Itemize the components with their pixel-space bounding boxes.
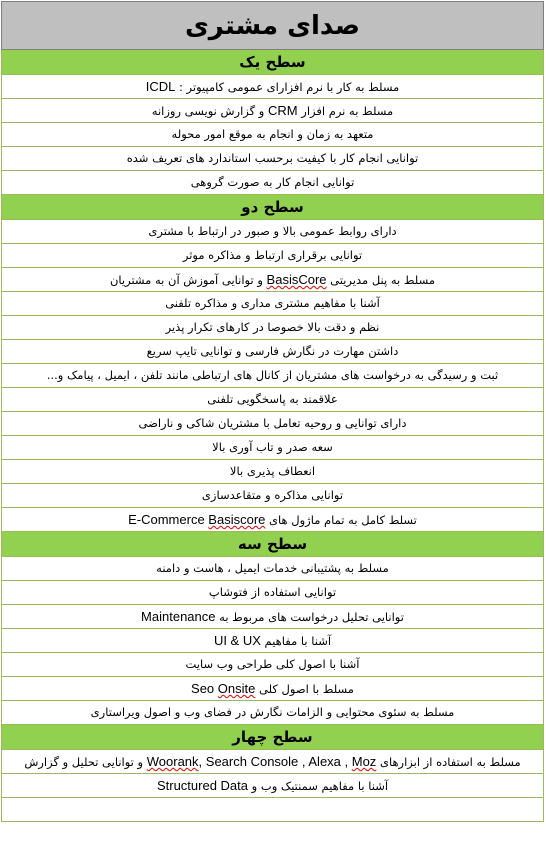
- skill-cell: آشنا با اصول کلی طراحی وب سایت: [2, 653, 544, 677]
- latin-term: Woorank, Search Console , Alexa , Moz: [146, 753, 377, 769]
- skill-cell: سعه صدر و تاب آوری بالا: [2, 436, 544, 460]
- skill-row: [2, 750, 544, 774]
- level-header: سطح دو: [2, 195, 544, 220]
- skill-row: [2, 774, 544, 798]
- skill-row: [2, 557, 544, 581]
- skill-cell: مسلط به کار با نرم افزارای عمومی کامپیوتر : ICDL: [2, 75, 544, 99]
- level-header: سطح چهار: [2, 725, 544, 750]
- skill-row: [2, 292, 544, 316]
- latin-term: E-Commerce Basiscore: [128, 511, 266, 527]
- skill-cell: داشتن مهارت در نگارش فارسی و توانایی تایپ سریع: [2, 340, 544, 364]
- skill-cell: توانایی مذاکره و متقاعدسازی: [2, 484, 544, 508]
- skill-row: [2, 653, 544, 677]
- spellcheck-underline: Basiscore: [208, 511, 266, 527]
- skill-row: [2, 268, 544, 292]
- skill-row: [2, 412, 544, 436]
- skill-cell: توانایی برقراری ارتباط و مذاکره موثر: [2, 244, 544, 268]
- skill-cell: دارای توانایی و روحیه تعامل با مشتریان شاکی و ناراضی: [2, 412, 544, 436]
- skill-cell: توانایی تحلیل درخواست های مربوط به Maintenance: [2, 605, 544, 629]
- skill-row: [2, 171, 544, 195]
- skill-cell: مسلط به استفاده از ابزارهای Woorank, Search Console , Alexa , Moz و توانایی تحلیل و گزارش: [2, 750, 544, 774]
- skill-row: [2, 99, 544, 123]
- skill-cell: متعهد به زمان و انجام به موقع امور محوله: [2, 123, 544, 147]
- spellcheck-underline: Woorank: [146, 753, 199, 769]
- skill-cell: مسلط به سئوی محتوایی و الزامات نگارش در فضای وب و اصول ویراستاری: [2, 701, 544, 725]
- empty-row: [2, 798, 544, 822]
- skill-cell: نظم و دقت بالا خصوصا در کارهای تکرار پذیر: [2, 316, 544, 340]
- latin-term: ICDL: [145, 78, 176, 94]
- skill-row: [2, 340, 544, 364]
- latin-term: UI & UX: [213, 632, 261, 648]
- skill-row: [2, 508, 544, 532]
- skill-row: [2, 147, 544, 171]
- empty-cell: [2, 798, 544, 822]
- spellcheck-underline: BasisCore: [266, 271, 327, 287]
- spellcheck-underline: Moz: [351, 753, 377, 769]
- level-header-row: [2, 195, 544, 220]
- skill-cell: تسلط کامل به تمام ماژول های E-Commerce Basiscore: [2, 508, 544, 532]
- latin-term: Seo Onsite: [191, 680, 256, 696]
- latin-term: Maintenance: [141, 608, 216, 624]
- level-header: سطح یک: [2, 50, 544, 75]
- skill-cell: مسلط با اصول کلی Seo Onsite: [2, 677, 544, 701]
- skill-row: [2, 460, 544, 484]
- skill-cell: توانایی انجام کار به صورت گروهی: [2, 171, 544, 195]
- level-header-row: [2, 725, 544, 750]
- skill-cell: دارای روابط عمومی بالا و صبور در ارتباط با مشتری: [2, 220, 544, 244]
- level-header-row: [2, 50, 544, 75]
- skill-row: [2, 581, 544, 605]
- skill-row: [2, 436, 544, 460]
- skill-row: [2, 244, 544, 268]
- skill-cell: آشنا با مفاهیم UI & UX: [2, 629, 544, 653]
- latin-term: Structured Data: [156, 777, 248, 793]
- skill-cell: آشنا با مفاهیم مشتری مداری و مذاکره تلفنی: [2, 292, 544, 316]
- page-title: صدای مشتری: [2, 2, 544, 50]
- skill-row: [2, 220, 544, 244]
- spellcheck-underline: Onsite: [217, 680, 256, 696]
- skill-row: [2, 123, 544, 147]
- level-header: سطح سه: [2, 532, 544, 557]
- skill-cell: توانایی استفاده از فتوشاپ: [2, 581, 544, 605]
- skill-cell: توانایی انجام کار با کیفیت برحسب استاندارد های تعریف شده: [2, 147, 544, 171]
- skill-cell: ثبت و رسیدگی به درخواست های مشتریان از کانال های ارتباطی مانند تلفن ، ایمیل ، پیامک و...: [2, 364, 544, 388]
- latin-term: CRM: [268, 102, 298, 118]
- skill-row: [2, 484, 544, 508]
- skill-cell: انعطاف پذیری بالا: [2, 460, 544, 484]
- level-header-row: [2, 532, 544, 557]
- skill-cell: مسلط به پشتیبانی خدمات ایمیل ، هاست و دامنه: [2, 557, 544, 581]
- skill-row: [2, 75, 544, 99]
- title-row: [2, 2, 544, 50]
- skill-row: [2, 364, 544, 388]
- skill-row: [2, 605, 544, 629]
- skill-cell: مسلط به نرم افزار CRM و گزارش نویسی روزانه: [2, 99, 544, 123]
- skill-row: [2, 388, 544, 412]
- voice-of-customer-table: [1, 1, 544, 822]
- latin-term: [267, 272, 327, 287]
- skill-cell: مسلط به پنل مدیریتی BasisCore و توانایی آموزش آن به مشتریان: [2, 268, 544, 292]
- skill-row: [2, 677, 544, 701]
- skill-row: [2, 316, 544, 340]
- skill-cell: علاقمند به پاسخگویی تلفنی: [2, 388, 544, 412]
- skill-cell: آشنا با مفاهیم سمنتیک وب و Structured Data: [2, 774, 544, 798]
- skill-row: [2, 629, 544, 653]
- skill-row: [2, 701, 544, 725]
